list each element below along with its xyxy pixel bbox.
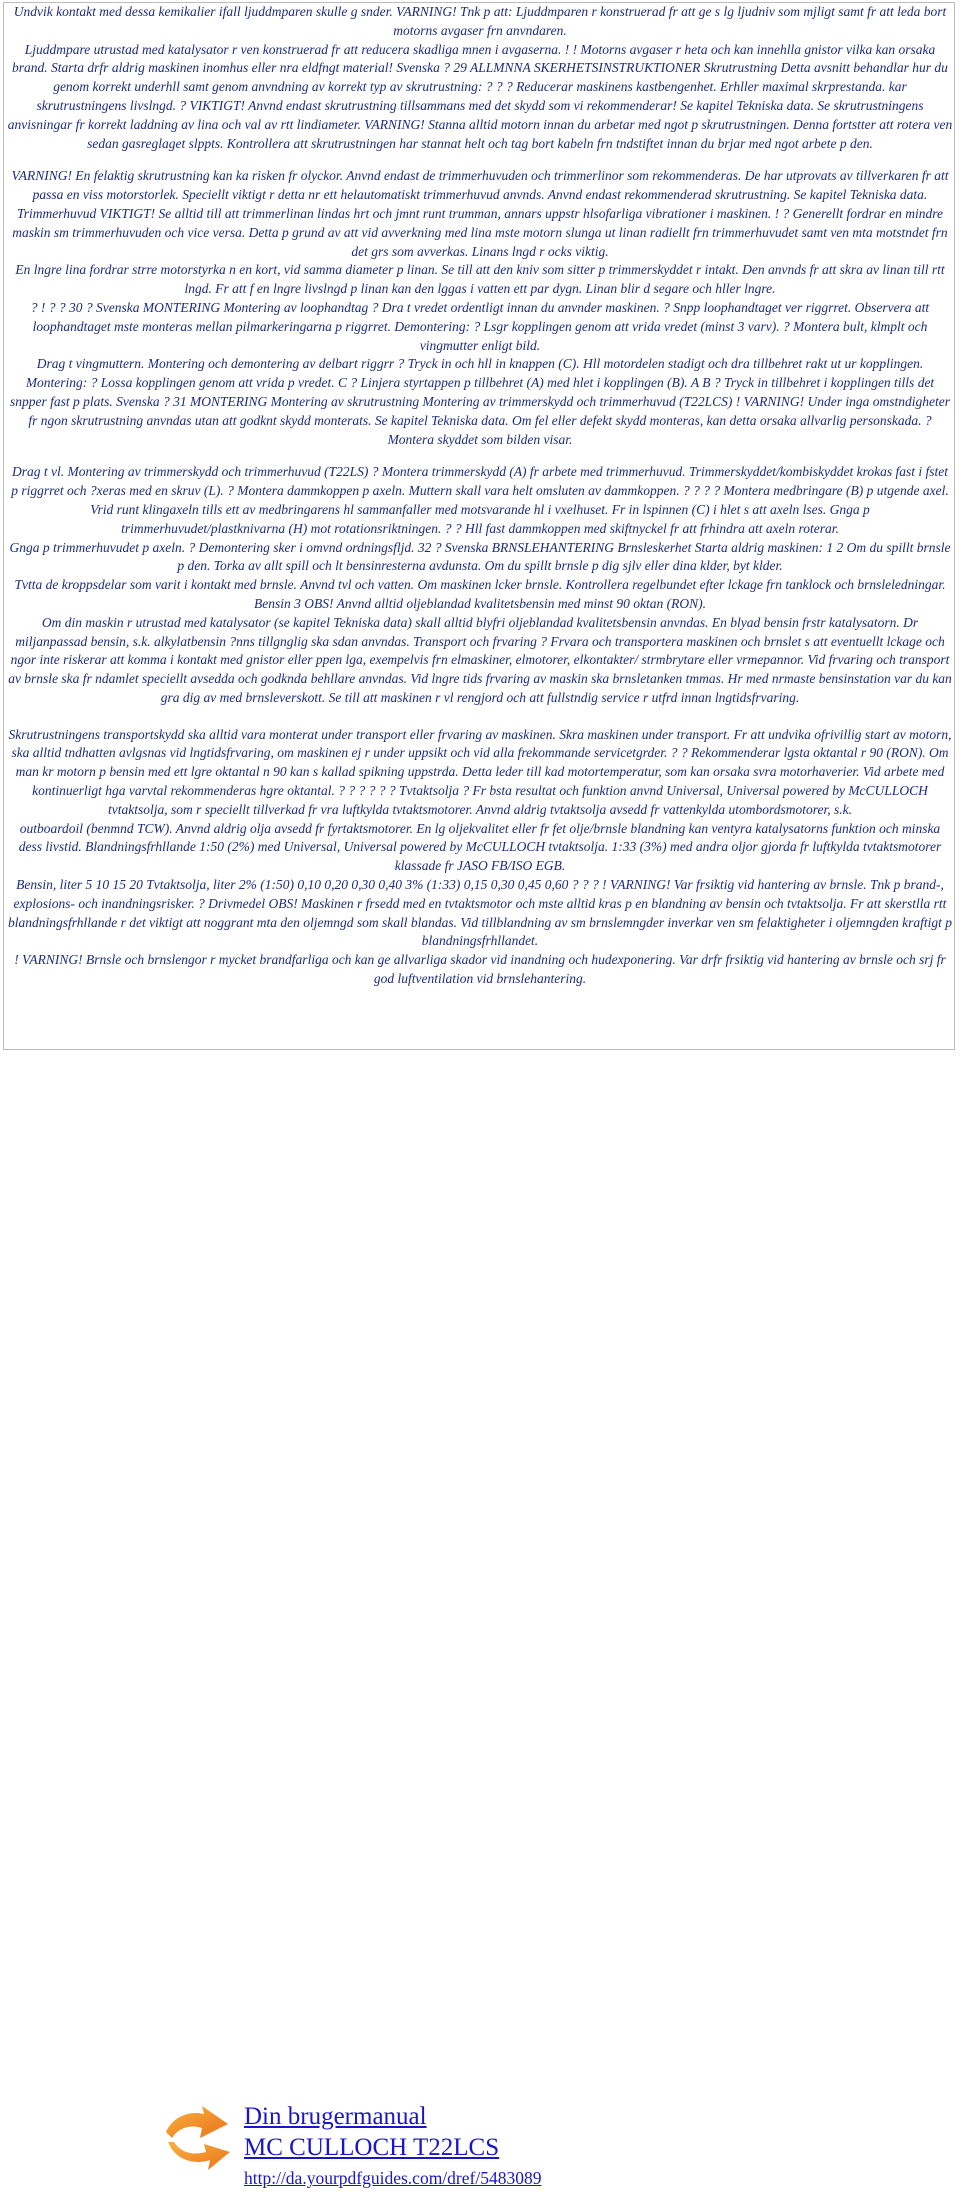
- paragraph: En lngre lina fordrar strre motorstyrka n en kort, vid samma diameter p linan. Se till att den kniv som sitter p trimmerskyddet r intakt. Den anvnds fr att skra av linan till rtt lngd. Fr att f en lngre livslngd p linan kan den lggas i vatten ett par dygn. Linan blir d segare och hller lngre.: [15, 262, 945, 297]
- paragraph: Ljuddmpare utrustad med katalysator r ven konstruerad fr att reducera skadliga mnen i avgaserna. ! ! Motorns avgaser r heta och kan innehlla gnistor vilka kan orsaka brand. Starta drfr aldrig maskinen inomhus eller nra eldfngt material! Svenska ? 29 ALLMNNA SKERHETSINSTRUKTIONER Skrutrustning Detta avsnitt behandlar hur du genom korrekt underhll samt genom anvndning av korrekt typ av skrutrustning: ? ? ? Reducerar maskinens kastbengenhet. Erhller maximal skrprestanda. kar skrutrustningens livslngd. ? VIKTIGT! Anvnd endast skrutrustning tillsammans med det skydd som vi rekommenderar! Se kapitel Tekniska data. Se skrutrustningens anvisningar fr korrekt laddning av lina och val av rtt lindiameter. VARNING! Stanna alltid motorn innan du arbetar med ngot p skrutrustningen. Denna fortstter att rotera ven sedan gasreglaget slppts. Kontrollera att skrutrustningen har stannat helt och tag bort kabeln frn tndstiftet innan du brjar med ngot arbete p den.: [7, 41, 953, 151]
- paragraph: Drag t vingmuttern. Montering och demontering av delbart riggrr ? Tryck in och hll in knappen (C). Hll motordelen stadigt och dra tillbehret rakt ut ur kopplingen. Montering: ? Lossa kopplingen genom att vrida p vredet. C ? Linjera styrtappen p tillbehret (A) med hlet i kopplingen (B). A B ? Tryck in tillbehret i kopplingen tills det snpper fast p plats. Svenska ? 31 MONTERING Montering av skrutrustning Montering av trimmerskydd och trimmerhuvud (T22LCS) ! VARNING! Under inga omstndigheter fr ngon skrutrustning anvndas utan att godknt skydd monterats. Se kapitel Tekniska data. Om fel eller defekt skydd monteras, kan detta orsaka allvarlig personskada. ? Montera skyddet som bilden visar.: [10, 356, 950, 447]
- paragraph: Bensin, liter 5 10 15 20 Tvtaktsolja, liter 2% (1:50) 0,10 0,20 0,30 0,40 3% (1:33) 0,15 0,30 0,45 0,60 ? ? ? ! VARNING! Var frsiktig vid hantering av brnsle. Tnk p brand-, explosions- och inandningsrisker. ? Drivmedel OBS! Maskinen r frsedd med en tvtaktsmotor och mste alltid kras p en blandning av bensin och tvtaktsolja. Fr att skerstlla rtt blandningsfrhllande r det viktigt att noggrant mta den oljemngd som skall blandas. Vid tillblandning av sm brnslemngder inverkar ven sm felaktigheter i oljemngden kraftigt p blandningsfrhllandet.: [7, 877, 953, 949]
- paragraph: Skrutrustningens transportskydd ska alltid vara monterat under transport eller frvaring av maskinen. Skra maskinen under transport. Fr att undvika ofrivillig start av motorn, ska alltid tndhatten avlgsnas vid lngtidsfrvaring, om maskinen ej r under uppsikt och vid alla frekommande servicetgrder. ? ? Rekommenderar lgsta oktantal r 90 (RON). Om man kr motorn p bensin med ett lgre oktantal n 90 kan s kallad spikning uppstrda. Detta leder till kad motortemperatur, som kan orsaka svra motorhaverier. Vid arbete med kontinuerligt hga varvtal rekommenderas hgre oktantal. ? ? ? ? ? ? Tvtaktsolja ? Fr bsta resultat och funktion anvnd Universal, Universal powered by McCULLOCH tvtaktsolja, som r speciellt tillverkad fr vra luftkylda tvtaktsmotorer. Anvnd aldrig tvtaktsolja avsedd fr vattenkylda utombordsmotorer, s.k.: [8, 726, 952, 817]
- paragraph: Om din maskin r utrustad med katalysator (se kapitel Tekniska data) skall alltid blyfri oljeblandad kvalitetsbensin anvndas. En blyad bensin frstr katalysatorn. Dr miljanpassad bensin, s.k. alkylatbensin ?nns tillgnglig ska sdan anvndas. Transport och frvaring ? Frvara och transportera maskinen och brnslet s att eventuellt lckage och ngor inte riskerar att komma i kontakt med gnistor eller ppen lga, exempelvis frn elmaskiner, elmotorer, elkontakter/ strmbrytare eller vrmepannor. Vid frvaring och transport av brnsle ska fr ndamlet speciellt avsedda och godknda behllare anvndas. Vid lngre tids frvaring av maskin ska brnsletanken tmmas. Hr med nrmaste bensinstation var du kan gra dig av med brnsleverskott. Se till att maskinen r vl rengjord och att fullstndig service r utfrd innan lngtidsfrvaring.: [8, 614, 952, 705]
- paragraph: VARNING! En felaktig skrutrustning kan ka risken fr olyckor. Anvnd endast de trimmerhuvuden och trimmerlinor som rekommenderas. De har utprovats av tillverkaren fr att passa en viss motorstorlek. Speciellt viktigt r detta nr ett helautomatiskt trimmerhuvud anvnds. Anvnd endast rekommenderad skrutrustning. Se kapitel Tekniska data. Trimmerhuvud VIKTIGT! Se alltid till att trimmerlinan lindas hrt och jmnt runt trumman, annars uppstr hlsofarliga vibrationer i maskinen. ! ? Generellt fordrar en mindre maskin sm trimmerhuvuden och vice versa. Detta p grund av att vid avverkning med lina mste motorn slunga ut linan radiellt frn trimmerhuvudet samt ven mta motstndet frn det grs som avverkas. Linans lngd r ocks viktig.: [11, 168, 949, 259]
- manual-link[interactable]: Din brugermanual: [244, 2103, 427, 2130]
- url-link[interactable]: http://da.yourpdfguides.com/dref/5483089: [244, 2168, 542, 2188]
- document-body: [7, 3, 953, 1048]
- paragraph: ? ! ? ? 30 ? Svenska MONTERING Montering av loophandtag ? Dra t vredet ordentligt innan du anvnder maskinen. ? Snpp loophandtaget ver riggrret. Observera att loophandtaget mste monteras mellan pilmarkeringarna p riggrret. Demontering: ? Lsgr kopplingen genom att vrida vredet (minst 3 varv). ? Montera bult, klmplt och vingmutter enligt bild.: [30, 299, 930, 353]
- paragraph: ! VARNING! Brnsle och brnslengor r mycket brandfarliga och kan ge allvarliga skador vid inandning och hudexponering. Var drfr frsiktig vid hantering av brnsle och srj fr god luftventilation vid brnslehantering.: [14, 952, 946, 987]
- footer-links: [244, 2102, 541, 2192]
- product-link[interactable]: MC CULLOCH T22LCS: [244, 2134, 500, 2161]
- orange-arrow-icon: [158, 2104, 232, 2174]
- paragraph: outboardoil (benmnd TCW). Anvnd aldrig olja avsedd fr fyrtaktsmotorer. En lg oljekvalitet eller fr fet olje/brnsle blandning kan ventyra katalysatorns funktion och minska dess livstid. Blandningsfrhllande 1:50 (2%) med Universal, Universal powered by McCULLOCH tvtaktsolja. 1:33 (3%) med andra oljor gjorda fr luftkylda tvtaktsmotorer klassade fr JASO FB/ISO EGB.: [18, 820, 942, 874]
- paragraph: Tvtta de kroppsdelar som varit i kontakt med brnsle. Anvnd tvl och vatten. Om maskinen lcker brnsle. Kontrollera regelbundet efter lckage frn tanklock och brnsleledningar. Bensin 3 OBS! Anvnd alltid oljeblandad kvalitetsbensin med minst 90 oktan (RON).: [14, 577, 946, 611]
- paragraph: Gnga p trimmerhuvudet p axeln. ? Demontering sker i omvnd ordningsfljd. 32 ? Svenska BRNSLEHANTERING Brnsleskerhet Starta aldrig maskinen: 1 2 Om du spillt brnsle p den. Torka av allt spill och lt bensinresterna avdunsta. Om du spillt brnsle p dig sjlv eller dina klder, byt klder.: [9, 539, 951, 574]
- paragraph: Undvik kontakt med dessa kemikalier ifall ljuddmparen skulle g snder. VARNING! Tnk p att: Ljuddmparen r konstruerad fr att ge s lg ljudniv som mjligt samt fr att leda bort motorns avgaser frn anvndaren.: [13, 4, 947, 38]
- paragraph: Drag t vl. Montering av trimmerskydd och trimmerhuvud (T22LS) ? Montera trimmerskydd (A) fr arbete med trimmerhuvud. Trimmerskyddet/kombiskyddet krokas fast i fstet p riggrret och ?xeras med en skruv (L). ? Montera dammkoppen p axeln. Muttern skall vara helt omsluten av dammkoppen. ? ? ? ? Montera medbringare (B) p utgende axel. Vrid runt klingaxeln tills ett av medbringarens hl sammanfaller med motsvarande hl i vxelhuset. Fr in lspinnen (C) i hlet s att axeln lses. Gnga p trimmerhuvudet/plastknivarna (H) mot rotationsriktningen. ? ? Hll fast dammkoppen med skiftnyckel fr att frhindra att axeln roterar.: [11, 464, 949, 536]
- footer: [0, 1050, 960, 2188]
